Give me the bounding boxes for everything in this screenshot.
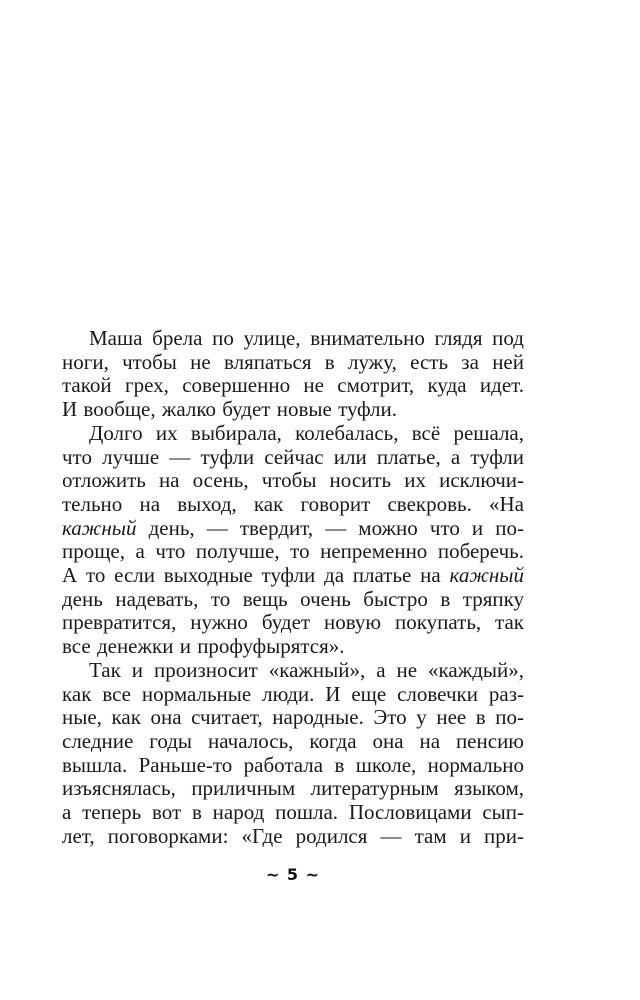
page-number: ~ 5 ~ [265, 865, 321, 884]
text-segment: ные, как она считает, народные. Это у нее в по- [62, 705, 524, 730]
page-text [62, 327, 524, 848]
text-line [62, 564, 524, 588]
text-line [62, 635, 524, 659]
text-segment: как все нормальные люди. И еще словечки раз- [62, 681, 524, 706]
text-line [62, 706, 524, 730]
text-line [62, 659, 524, 683]
text-segment: день надевать, то вещь очень быстро в тряпку [62, 586, 524, 611]
text-segment: Маша брела по улице, внимательно глядя под [89, 326, 524, 350]
text-segment: ноги, чтобы не вляпаться в лужу, есть за ней [62, 349, 524, 374]
text-segment: что лучше — туфли сейчас или платье, а туфли [62, 444, 524, 469]
text-line [62, 374, 524, 398]
text-line [62, 825, 524, 849]
text-line [62, 469, 524, 493]
text-segment: день, — твердит, — можно что и по- [136, 515, 524, 540]
text-line [62, 327, 524, 351]
text-segment: Долго их выбирала, колебалась, всё решала, [89, 420, 524, 445]
text-segment: Так и произносит «кажный», а не «каждый», [89, 657, 524, 682]
italic-text-segment: кажный [62, 515, 137, 540]
text-line [62, 588, 524, 612]
text-line [62, 611, 524, 635]
text-line [62, 422, 524, 446]
text-line [62, 446, 524, 470]
text-segment: тельно на выход, как говорит свекровь. «На [62, 491, 524, 516]
text-line [62, 540, 524, 564]
italic-text-segment: кажный [449, 563, 524, 588]
text-line [62, 517, 524, 541]
text-segment: такой грех, совершенно не смотрит, куда идет. [62, 373, 524, 398]
text-segment: превратится, нужно будет новую покупать, так [62, 610, 524, 635]
text-line [62, 777, 524, 801]
text-line [62, 351, 524, 375]
text-segment: все денежки и профуфырятся». [62, 634, 345, 659]
text-line [62, 398, 524, 422]
text-segment: отложить на осень, чтобы носить их исключи- [62, 468, 524, 493]
text-segment: следние годы началось, когда она на пенсию [62, 728, 524, 753]
text-segment: а теперь вот в народ пошла. Пословицами сып- [62, 800, 524, 825]
text-line [62, 730, 524, 754]
text-segment: А то если выходные туфли да платье на [62, 563, 450, 588]
text-segment: И вообще, жалко будет новые туфли. [62, 397, 398, 422]
text-segment: вышла. Раньше-то работала в школе, нормально [62, 752, 524, 777]
text-segment: проще, а что получше, то непременно поберечь. [62, 539, 524, 564]
text-line [62, 754, 524, 778]
text-line [62, 493, 524, 517]
text-segment: лет, поговорками: «Где родился — там и при- [62, 823, 524, 848]
text-line [62, 801, 524, 825]
text-line [62, 683, 524, 707]
text-segment: изъяснялась, приличным литературным языком, [62, 776, 524, 801]
